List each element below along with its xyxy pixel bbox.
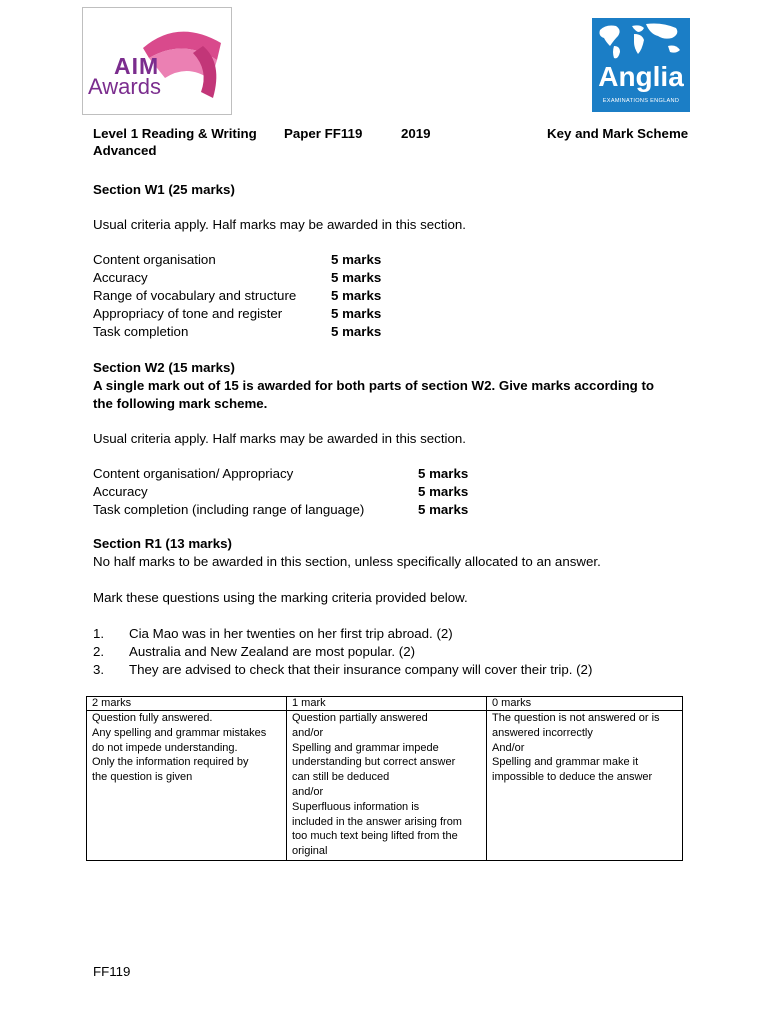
cell-line: can still be deduced (292, 771, 390, 784)
w2-criterion-marks: 5 marks (418, 484, 469, 499)
table-header-cell: 0 marks (487, 697, 683, 711)
w2-criterion-label: Accuracy (93, 484, 148, 499)
table-header-row (87, 697, 683, 711)
level-title-continued: Advanced (93, 143, 157, 158)
cell-line: Spelling and grammar make it (492, 756, 639, 769)
aim-logo-text: AIM (114, 53, 160, 79)
section-w2-note: Usual criteria apply. Half marks may be awarded in this section. (93, 431, 466, 446)
table-header-cell: 2 marks (87, 697, 287, 711)
section-w2-intro: A single mark out of 15 is awarded for both parts of section W2. Give marks according to (93, 378, 655, 393)
section-r1-title: Section R1 (13 marks) (93, 536, 232, 551)
cell-line: Spelling and grammar impede (292, 741, 439, 754)
w2-criterion-marks: 5 marks (418, 502, 469, 517)
cell-line: Question fully answered. (92, 712, 213, 724)
cell-line: Question partially answered (292, 712, 428, 724)
section-w2-title: Section W2 (15 marks) (93, 360, 235, 375)
answer-number: 3. (93, 662, 105, 677)
cell-line: answered incorrectly (492, 726, 593, 739)
table-cell-1-mark (287, 711, 487, 861)
cell-line: And/or (492, 741, 525, 754)
cell-line: The question is not answered or is (492, 712, 660, 724)
table-cell-2-marks (87, 711, 287, 861)
cell-line: the question is given (92, 771, 193, 784)
w1-criterion-label: Content organisation (93, 252, 216, 267)
cell-line: and/or (292, 785, 324, 798)
paper-year: 2019 (401, 126, 431, 141)
answer-text: Cia Mao was in her twenties on her first trip abroad. (2) (129, 626, 453, 641)
table-cell-0-marks (487, 711, 683, 861)
w1-criterion-marks: 5 marks (331, 288, 382, 303)
marking-criteria-table (86, 696, 683, 861)
answer-number: 1. (93, 626, 105, 641)
cell-line: understanding but correct answer (292, 756, 456, 769)
w2-criterion-label: Content organisation/ Appropriacy (93, 466, 294, 481)
cell-line: too much text being lifted from the (292, 830, 458, 843)
aim-awards-logo (82, 7, 232, 115)
world-map-icon (592, 18, 690, 62)
section-r1-note: No half marks to be awarded in this section, unless specifically allocated to an answer. (93, 554, 601, 569)
cell-line: Only the information required by (92, 756, 249, 769)
w1-criterion-marks: 5 marks (331, 324, 382, 339)
answer-text: Australia and New Zealand are most popular. (2) (129, 644, 416, 659)
footer-paper-code: FF119 (93, 964, 131, 979)
w1-criterion-marks: 5 marks (331, 270, 382, 285)
answer-number: 2. (93, 644, 105, 659)
section-w1-title: Section W1 (25 marks) (93, 182, 235, 197)
answer-text: They are advised to check that their insurance company will cover their trip. (2) (129, 662, 593, 677)
cell-line: Superfluous information is (292, 800, 420, 813)
w1-criterion-label: Task completion (93, 324, 189, 339)
level-title: Level 1 Reading & Writing (93, 126, 257, 141)
cell-line: included in the answer arising from (292, 815, 462, 828)
document-type: Key and Mark Scheme (547, 126, 689, 141)
anglia-logo-text: Anglia (598, 61, 684, 92)
section-r1-instruction: Mark these questions using the marking criteria provided below. (93, 590, 468, 605)
anglia-logo (592, 18, 690, 112)
cell-line: do not impede understanding. (92, 741, 238, 754)
w1-criterion-label: Accuracy (93, 270, 148, 285)
w1-criterion-label: Appropriacy of tone and register (93, 306, 283, 321)
cell-line: and/or (292, 726, 324, 739)
anglia-logo-subtext: EXAMINATIONS ENGLAND (602, 98, 680, 104)
paper-code: Paper FF119 (284, 126, 363, 141)
table-header-cell: 1 mark (287, 697, 487, 711)
cell-line: original (292, 845, 328, 858)
section-w2-intro-cont: the following mark scheme. (93, 396, 268, 411)
w2-criterion-label: Task completion (including range of language) (93, 502, 365, 517)
w1-criterion-label: Range of vocabulary and structure (93, 288, 297, 303)
w1-criterion-marks: 5 marks (331, 252, 382, 267)
w1-criterion-marks: 5 marks (331, 306, 382, 321)
w2-criterion-marks: 5 marks (418, 466, 469, 481)
cell-line: impossible to deduce the answer (492, 771, 653, 784)
cell-line: Any spelling and grammar mistakes (92, 726, 267, 739)
section-w1-note: Usual criteria apply. Half marks may be awarded in this section. (93, 217, 466, 232)
awards-logo-text: Awards (88, 74, 161, 99)
table-row (87, 711, 683, 861)
